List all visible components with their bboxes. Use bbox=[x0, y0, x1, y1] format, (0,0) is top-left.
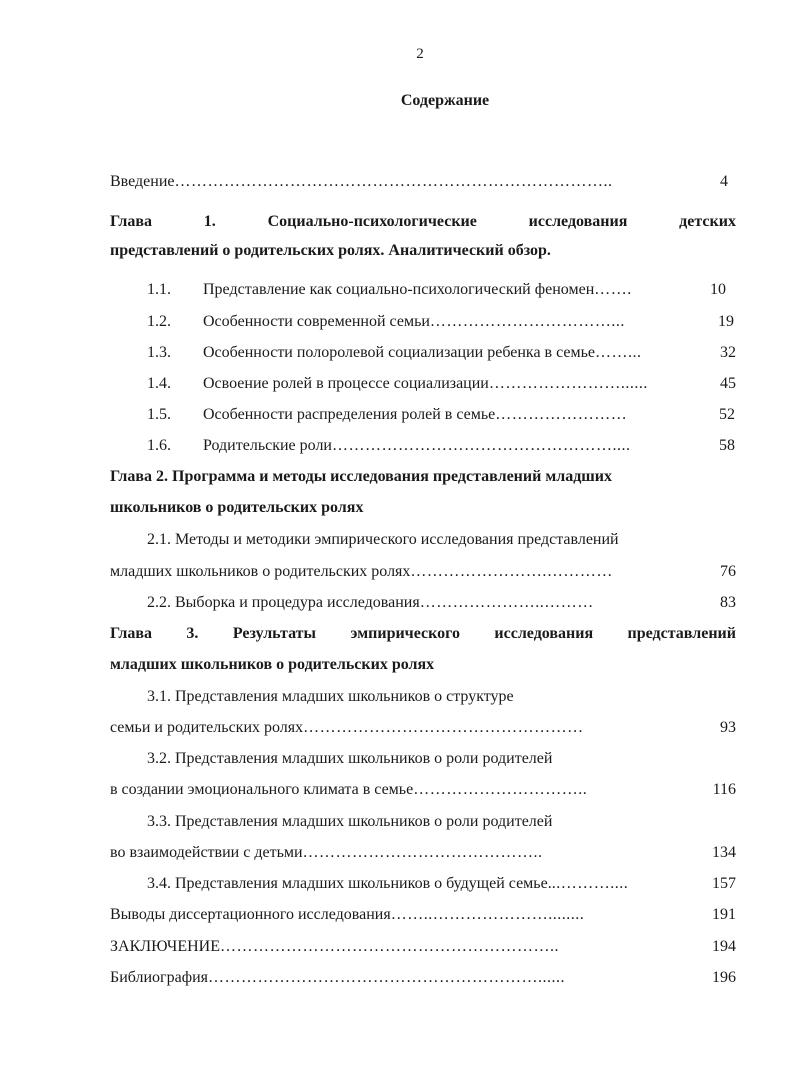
toc-page-number: 10 bbox=[710, 281, 726, 298]
section-title: в создании эмоционального климата в семье bbox=[110, 781, 414, 798]
chapter-1-heading-line1[interactable] bbox=[110, 212, 736, 232]
chapter-1-word: 1. bbox=[203, 213, 216, 230]
toc-page-number: 32 bbox=[720, 344, 736, 361]
chapter-1-heading-line2: представлений о родительских ролях. Аналитический обзор. bbox=[110, 242, 551, 259]
toc-leader: ……... bbox=[595, 344, 642, 361]
toc-leader: …………………………………….. bbox=[302, 844, 543, 861]
section-title: Особенности полоролевой социализации ребенка в семье bbox=[203, 344, 596, 361]
section-title: Освоение ролей в процессе социализации bbox=[203, 375, 489, 392]
page-number: 2 bbox=[416, 46, 424, 62]
section-title: 3.4. Представления младших школьников о будущей семье. bbox=[147, 875, 552, 892]
toc-leader: ………………………….. bbox=[413, 781, 588, 798]
section-title: Особенности современной семьи bbox=[203, 313, 430, 330]
section-number: 1.6. bbox=[147, 437, 171, 454]
toc-section-2-1-line2[interactable] bbox=[110, 562, 736, 582]
toc-section-3-4[interactable] bbox=[147, 874, 736, 894]
toc-section-1-4[interactable] bbox=[147, 374, 736, 394]
toc-leader: ……..…………………........ bbox=[390, 906, 585, 923]
toc-entry-text: Библиография bbox=[110, 969, 208, 986]
chapter-1-word: Социально-психологические bbox=[267, 213, 477, 230]
chapter-1-word: исследования bbox=[528, 213, 628, 230]
chapter-1-word: детских bbox=[679, 213, 736, 230]
section-number: 1.2. bbox=[147, 313, 171, 330]
toc-page-number: 19 bbox=[718, 313, 734, 330]
toc-page-number: 194 bbox=[712, 938, 736, 955]
toc-page-number: 134 bbox=[712, 844, 736, 861]
section-number: 1.5. bbox=[147, 406, 171, 423]
toc-section-2-1-line1[interactable]: 2.1. Методы и методики эмпирического исследования представлений bbox=[147, 531, 619, 548]
toc-page-number: 196 bbox=[712, 969, 736, 986]
toc-section-3-2-line1[interactable]: 3.2. Представления младших школьников о роли родителей bbox=[147, 750, 553, 767]
toc-section-3-2-line2[interactable] bbox=[110, 780, 736, 800]
page-title: Содержание bbox=[400, 92, 490, 109]
toc-leader: …………………..……… bbox=[419, 594, 594, 611]
toc-section-3-3-line2[interactable] bbox=[110, 843, 736, 863]
toc-leader: …………………… bbox=[495, 406, 628, 423]
toc-page-number: 45 bbox=[720, 375, 736, 392]
section-title: Родительские роли bbox=[203, 437, 332, 454]
toc-leader: …………………………………………….... bbox=[332, 437, 631, 454]
toc-bibliography[interactable] bbox=[110, 968, 736, 988]
section-title: 2.2. Выборка и процедура исследования bbox=[147, 594, 420, 611]
toc-page-number: 93 bbox=[720, 719, 736, 736]
toc-page-number: 157 bbox=[712, 875, 736, 892]
toc-section-3-3-line1[interactable]: 3.3. Представления младших школьников о роли родителей bbox=[147, 813, 553, 830]
toc-conclusion[interactable] bbox=[110, 937, 736, 957]
toc-leader: …………………….………… bbox=[410, 563, 613, 580]
toc-section-1-5[interactable] bbox=[147, 405, 735, 425]
toc-page-number: 52 bbox=[719, 406, 735, 423]
toc-section-2-2[interactable] bbox=[147, 593, 736, 613]
section-title: Особенности распределения ролей в семье bbox=[203, 406, 496, 423]
toc-page-number: 83 bbox=[720, 594, 736, 611]
toc-leader: …………………………………………………….. bbox=[219, 938, 559, 955]
chapter-2-heading-line1[interactable]: Глава 2. Программа и методы исследования представлений младших bbox=[110, 468, 613, 485]
toc-leader: ..……….... bbox=[551, 875, 629, 892]
chapter-3-word: 3. bbox=[186, 625, 199, 642]
toc-page-number: 116 bbox=[712, 781, 736, 798]
chapter-3-word: Результаты bbox=[232, 625, 317, 642]
toc-conclusions[interactable] bbox=[110, 905, 736, 925]
toc-page-number: 76 bbox=[720, 563, 736, 580]
chapter-3-word: представлений bbox=[627, 625, 736, 642]
toc-intro[interactable] bbox=[110, 172, 728, 192]
toc-section-3-1-line2[interactable] bbox=[110, 718, 736, 738]
toc-entry-text: ЗАКЛЮЧЕНИЕ bbox=[110, 938, 220, 955]
chapter-3-word: эмпирического bbox=[350, 625, 460, 642]
toc-page-number: 191 bbox=[712, 906, 736, 923]
section-title: Представление как социально-психологический феномен bbox=[203, 281, 595, 298]
section-number: 1.1. bbox=[147, 281, 171, 298]
toc-leader: …………………………………………… bbox=[303, 719, 584, 736]
toc-leader: ……………………...... bbox=[488, 375, 648, 392]
chapter-3-word: исследования bbox=[494, 625, 594, 642]
chapter-3-word: Глава bbox=[110, 625, 152, 642]
toc-intro-text: Введение bbox=[110, 173, 175, 190]
chapter-2-heading-line2: школьников о родительских ролях bbox=[110, 499, 364, 516]
toc-leader: ……………………………………………………...... bbox=[208, 969, 565, 986]
toc-leader: ……………………………... bbox=[429, 313, 625, 330]
section-title: младших школьников о родительских ролях bbox=[110, 563, 411, 580]
toc-section-1-3[interactable] bbox=[147, 343, 736, 363]
chapter-1-word: Глава bbox=[110, 213, 152, 230]
toc-leader: …………………………………………………………………….. bbox=[174, 173, 613, 190]
toc-section-1-2[interactable] bbox=[147, 312, 734, 332]
chapter-3-heading-line2: младших школьников о родительских ролях bbox=[110, 656, 435, 673]
toc-entry-text: Выводы диссертационного исследования bbox=[110, 906, 391, 923]
toc-leader: ……. bbox=[594, 281, 632, 298]
chapter-3-heading-line1[interactable] bbox=[110, 624, 736, 644]
section-title: во взаимодействии с детьми bbox=[110, 844, 303, 861]
toc-section-1-6[interactable] bbox=[147, 436, 735, 456]
section-title: семьи и родительских ролях bbox=[110, 719, 304, 736]
section-number: 1.3. bbox=[147, 344, 171, 361]
toc-page-number: 4 bbox=[720, 173, 728, 190]
toc-page-number: 58 bbox=[719, 437, 735, 454]
toc-section-3-1-line1[interactable]: 3.1. Представления младших школьников о структуре bbox=[147, 688, 514, 705]
toc-section-1-1[interactable] bbox=[147, 280, 726, 300]
section-number: 1.4. bbox=[147, 375, 171, 392]
